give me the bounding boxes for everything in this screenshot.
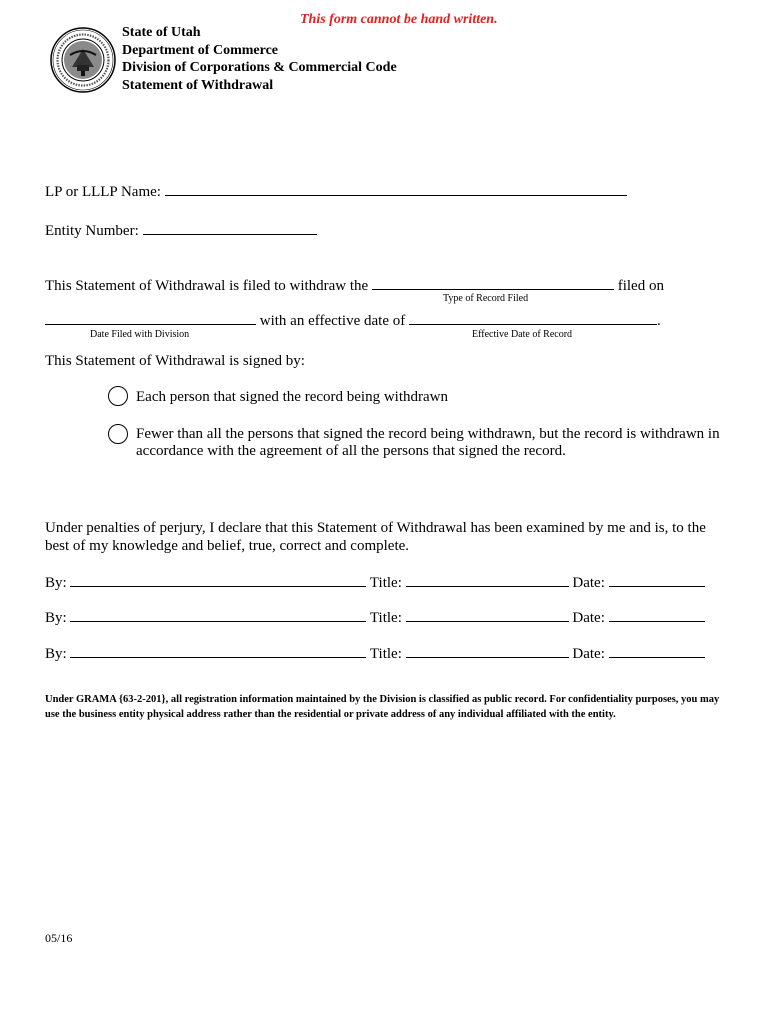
date-field[interactable]	[609, 609, 705, 622]
title-label: Title:	[369, 575, 402, 591]
date-row	[45, 312, 661, 330]
by-field[interactable]	[70, 574, 366, 587]
type-of-record-field[interactable]	[372, 277, 614, 290]
title-field[interactable]	[406, 645, 569, 658]
lp-name-field[interactable]	[165, 183, 627, 196]
date-label: Date:	[572, 575, 605, 591]
lp-name-label: LP or LLLP Name:	[45, 184, 161, 200]
by-label: By:	[45, 575, 67, 591]
period: .	[657, 313, 661, 329]
by-field[interactable]	[70, 645, 366, 658]
title-field[interactable]	[406, 574, 569, 587]
title-field[interactable]	[406, 609, 569, 622]
radio-fewer-persons[interactable]	[108, 424, 128, 444]
signed-by-heading: This Statement of Withdrawal is signed by:	[45, 353, 305, 369]
date-field[interactable]	[609, 574, 705, 587]
state-seal-icon	[50, 27, 116, 93]
withdraw-prefix: This Statement of Withdrawal is filed to withdraw the	[45, 278, 369, 294]
header-division: Division of Corporations & Commercial Code	[122, 60, 397, 75]
date-filed-field[interactable]	[45, 312, 256, 325]
date-filed-caption: Date Filed with Division	[90, 329, 190, 340]
by-label: By:	[45, 646, 67, 662]
date-label: Date:	[572, 646, 605, 662]
type-of-record-caption: Type of Record Filed	[443, 293, 529, 304]
entity-number-label: Entity Number:	[45, 223, 139, 239]
title-label: Title:	[369, 610, 402, 626]
lp-name-row	[45, 183, 627, 201]
radio-each-person[interactable]	[108, 386, 128, 406]
grama-notice: Under GRAMA {63-2-201}, all registration information maintained by the Division is classified as public record. For confidentiality purposes, you may use the business entity physical address rather than the residential or private address of any individual affiliated with the entity.	[45, 694, 720, 720]
signature-row	[45, 609, 705, 627]
form-version: 05/16	[45, 931, 73, 945]
date-label: Date:	[572, 610, 605, 626]
by-field[interactable]	[70, 609, 366, 622]
effective-date-text: with an effective date of	[259, 313, 406, 329]
by-label: By:	[45, 610, 67, 626]
option-fewer-persons-label-line2: accordance with the agreement of all the persons that signed the record.	[136, 443, 566, 459]
effective-date-caption: Effective Date of Record	[472, 329, 573, 340]
entity-number-field[interactable]	[143, 222, 317, 235]
header-department: Department of Commerce	[122, 42, 279, 58]
withdraw-row	[45, 277, 664, 295]
hand-written-warning: This form cannot be hand written.	[300, 12, 498, 27]
title-label: Title:	[369, 646, 402, 662]
entity-number-row	[45, 222, 317, 240]
header-state: State of Utah	[122, 25, 201, 40]
signature-row	[45, 574, 705, 592]
filed-on-text: filed on	[617, 278, 664, 294]
declaration-line2: best of my knowledge and belief, true, correct and complete.	[45, 538, 410, 554]
form-title: Statement of Withdrawal	[122, 77, 274, 93]
date-field[interactable]	[609, 645, 705, 658]
declaration-line1: Under penalties of perjury, I declare that this Statement of Withdrawal has been examined by me and is, to the	[45, 520, 706, 536]
signature-row	[45, 645, 705, 663]
option-fewer-persons-label-line1: Fewer than all the persons that signed the record being withdrawn, but the record is withdrawn in	[136, 426, 720, 442]
option-each-person-label: Each person that signed the record being withdrawn	[136, 389, 448, 405]
effective-date-field[interactable]	[409, 312, 657, 325]
form-header	[122, 24, 397, 94]
